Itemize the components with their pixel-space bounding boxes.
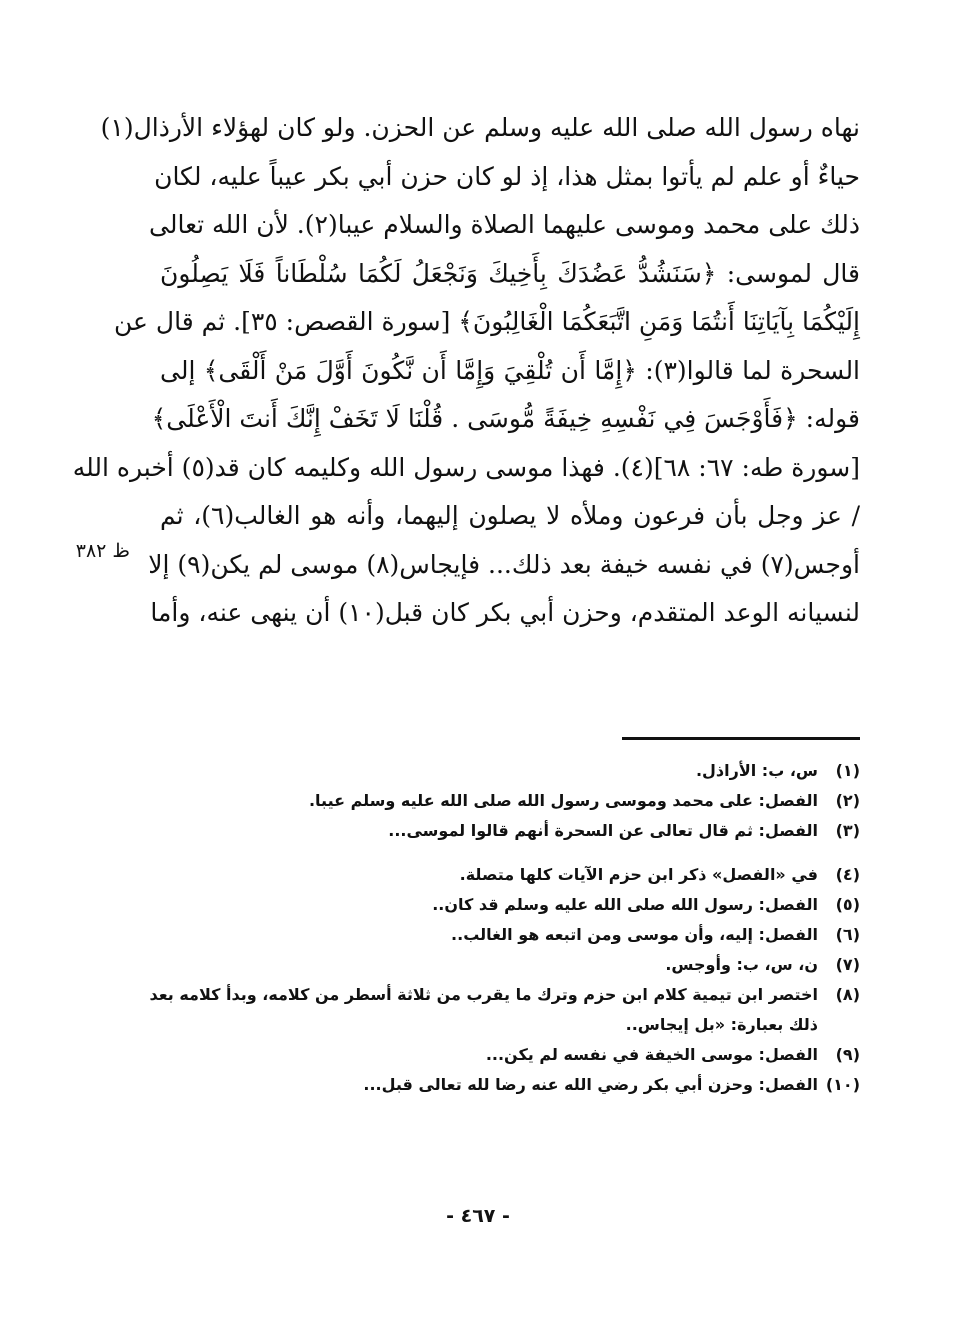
footnote-number: (١٠) <box>825 1075 860 1094</box>
footnote-text: الفصل: على محمد وموسى رسول الله صلى الله عليه وسلم عيبا. <box>308 791 818 810</box>
text-line: قوله: ﴿فَأَوْجَسَ فِي نَفْسِهِ خِيفَةً مُّوسَى . قُلْنَا لَا تَخَفْ إِنَّكَ أَنتَ الْأَعْلَى﴾ <box>151 404 860 433</box>
text-line: / عز وجل بأن فرعون وملأه لا يصلون إليهما، وأنه هو الغالب(٦)، ثم <box>160 501 860 530</box>
footnote-text: الفصل: ثم قال تعالى عن السحرة أنهم قالوا لموسى... <box>388 821 818 840</box>
footnote-text: في «الفصل» ذكر ابن حزم الآيات كلها متصلة. <box>459 865 818 884</box>
footnote-number: (٥) <box>835 895 860 914</box>
text-line: إِلَيْكُمَا بِآيَاتِنَا أَنتُمَا وَمَنِ اتَّبَعَكُمَا الْغَالِبُونَ﴾ [سورة القصص: ٣٥]. ثم قال عن <box>114 307 860 336</box>
footnote-number: (٤) <box>835 865 860 884</box>
footnote-number: (٣) <box>835 821 860 840</box>
footnote-item <box>160 1070 860 1100</box>
footnote-text: الفصل: وحزن أبي بكر رضي الله عنه رضا لله تعالى قبل... <box>363 1075 818 1094</box>
text-line: ذلك على محمد وموسى عليهما الصلاة والسلام عيبا(٢). لأن الله تعالى <box>149 210 860 239</box>
text-line: السحرة لما قالوا(٣): ﴿إِمَّا أَن تُلْقِيَ وَإِمَّا أَن نَّكُونَ أَوَّلَ مَنْ أَلْقَى﴾ إلى <box>160 355 861 385</box>
footnote-item <box>160 816 860 846</box>
text-line: أوجس(٧) في نفسه خيفة بعد ذلك... فإيجاس(٨) موسى لم يكن(٩) إلا <box>148 549 860 579</box>
text-line: قال لموسى: ﴿سَنَشُدُّ عَضُدَكَ بِأَخِيكَ وَنَجْعَلُ لَكُمَا سُلْطَاناً فَلَا يَصِلُونَ <box>160 258 860 288</box>
footnote-number: (٢) <box>835 791 860 810</box>
footnote-number: (٦) <box>835 925 860 944</box>
footnote-item <box>160 950 860 980</box>
footnote-text: ن، س، ب: وأوجس. <box>665 955 818 974</box>
footnote-item <box>160 756 860 786</box>
footnote-text: ذلك بعبارة: «بل إيجاس.. <box>625 1015 818 1034</box>
footnote-item <box>160 890 860 920</box>
page-number: - ٤٦٧ - <box>446 1205 510 1227</box>
footnote-text: س، ب: الأراذل. <box>695 761 818 780</box>
footnote-number: (٩) <box>835 1045 860 1064</box>
footnote-text: اختصر ابن تيمية كلام ابن حزم وترك ما يقرب من ثلاثة أسطر من كلامه، وبدأ كلامه بعد <box>149 985 818 1004</box>
footnote-text: الفصل: موسى الخيفة في نفسه لم يكن... <box>485 1045 818 1064</box>
footnote-separator <box>622 737 860 740</box>
manuscript-margin-note: ظ ٣٨٢ <box>75 540 130 562</box>
text-line: [سورة طه: ٦٧: ٦٨](٤). فهذا موسى رسول الله وكليمه كان قد(٥) أخبره الله <box>72 452 860 482</box>
footnote-text: الفصل: إليه، وأن موسى ومن اتبعه هو الغالب.. <box>451 925 818 944</box>
footnote-item <box>160 920 860 950</box>
footnote-number: (٨) <box>835 985 860 1004</box>
footnote-item <box>160 860 860 890</box>
footnotes-section <box>149 756 860 1100</box>
footnote-text: الفصل: رسول الله صلى الله عليه وسلم قد كان.. <box>432 895 818 914</box>
footnote-item <box>160 1040 860 1070</box>
footnote-number: (٧) <box>835 955 860 974</box>
text-line: حياءٌ أو علم لم يأتوا بمثل هذا، إذ لو كان حزن أبي بكر عيباً عليه، لكان <box>154 161 860 191</box>
footnote-item <box>160 786 860 816</box>
text-line: لنسيانه الوعد المتقدم، وحزن أبي بكر كان قبل(١٠) أن ينهى عنه، وأما <box>150 598 860 627</box>
footnote-number: (١) <box>835 761 860 780</box>
text-line: نهاه رسول الله صلى الله عليه وسلم عن الحزن. ولو كان لهؤلاء الأرذال(١) <box>100 113 860 142</box>
footnote-item <box>149 980 860 1040</box>
